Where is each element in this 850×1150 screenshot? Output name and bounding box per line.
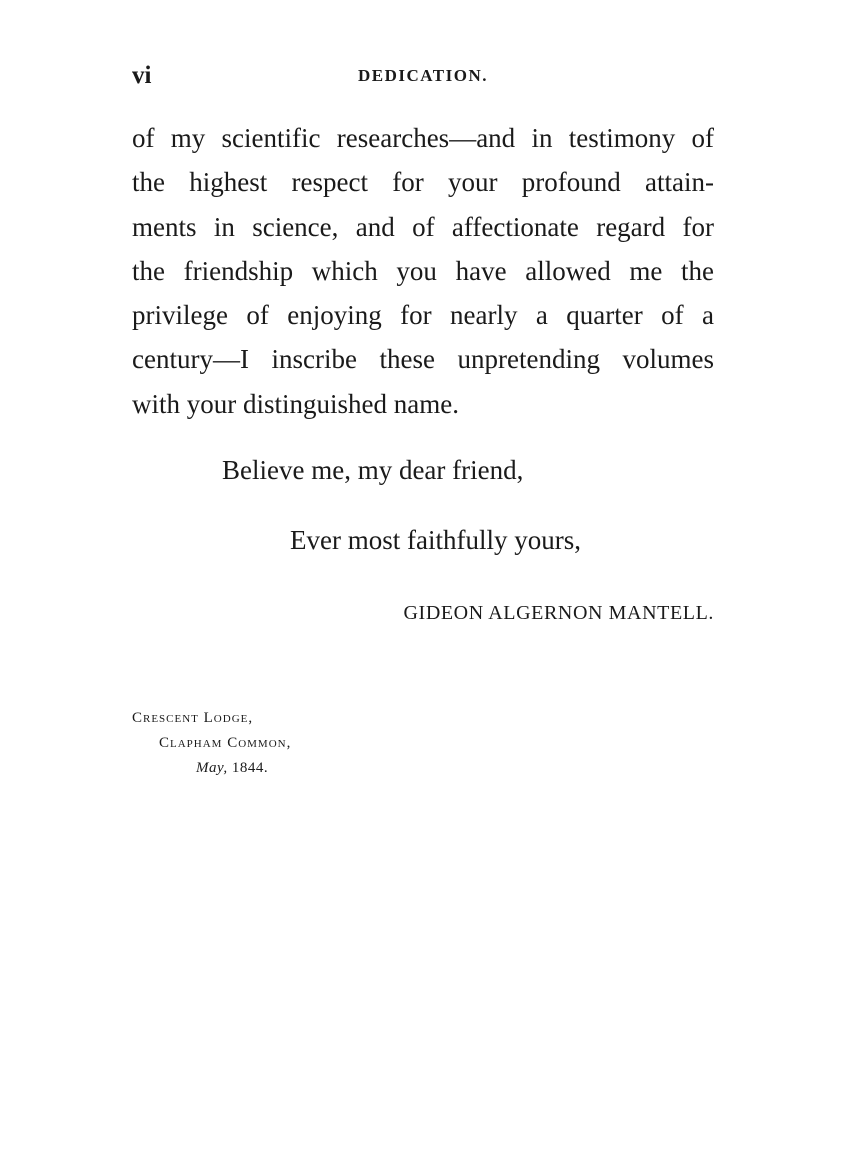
closing-valediction: Ever most faithfully yours, (290, 525, 581, 555)
body-line: privilege of enjoying for nearly a quarter of a (132, 300, 714, 331)
running-head: DEDICATION. (357, 66, 488, 85)
dedication-body (132, 116, 714, 426)
address-block (132, 706, 291, 781)
body-line: of my scientific researches—and in testimony of (132, 123, 714, 153)
body-line: the friendship which you have allowed me the (132, 255, 714, 286)
body-line: ments in science, and of affectionate regard for (132, 211, 714, 242)
body-line: the highest respect for your profound attain- (132, 167, 714, 198)
page-header (132, 62, 714, 92)
address-month: May, (196, 760, 228, 776)
address-line-locality: Clapham Common, (159, 735, 292, 751)
address-year: 1844. (231, 760, 269, 776)
page-number: vi (132, 62, 152, 89)
body-line: with your distinguished name. (132, 388, 459, 419)
address-date (132, 756, 291, 781)
signature: GIDEON ALGERNON MANTELL. (403, 602, 714, 624)
address-line-residence: Crescent Lodge, (132, 710, 254, 726)
body-line: century—I inscribe these unpretending volumes (132, 344, 714, 375)
closing-salutation: Believe me, my dear friend, (222, 455, 524, 485)
